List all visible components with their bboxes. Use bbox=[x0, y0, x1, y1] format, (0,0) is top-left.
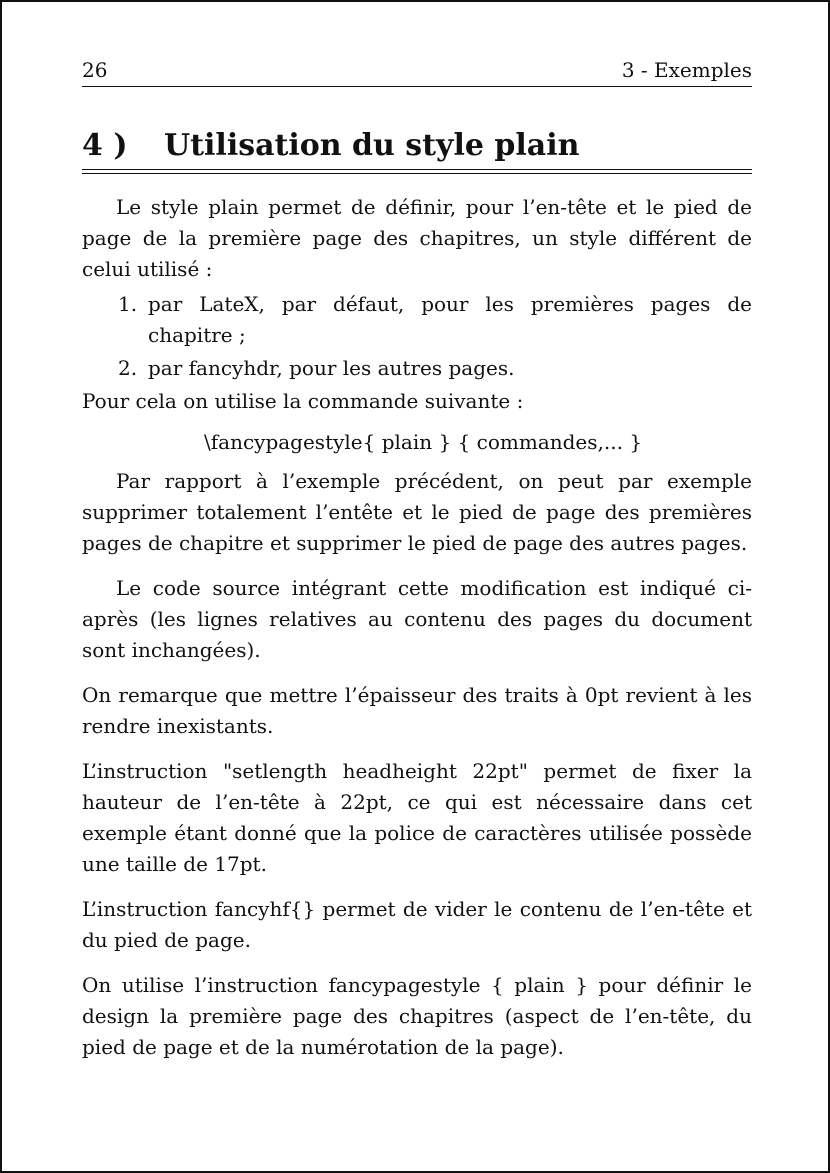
fancyhf-paragraph: L’instruction fancyhf{} permet de vider le contenu de l’en-tête et du pied de page. bbox=[82, 897, 752, 952]
command-example: \fancypagestyle{ plain } { commandes,... } bbox=[204, 430, 643, 454]
list-item-text: par fancyhdr, pour les autres pages. bbox=[148, 356, 515, 380]
command-intro-paragraph: Pour cela on utilise la commande suivante : bbox=[82, 389, 524, 413]
page-number: 26 bbox=[82, 58, 108, 82]
list-item bbox=[82, 289, 752, 351]
source-code-paragraph: Le code source intégrant cette modification est indiqué ci-après (les lignes relatives au contenu des pages du document sont inchangées). bbox=[82, 576, 752, 662]
running-chapter-title: 3 - Exemples bbox=[621, 58, 752, 82]
comparison-paragraph: Par rapport à l’exemple précédent, on peut par exemple supprimer totalement l’entête et le pied de page des premières pages de chapitre et supprimer le pied de page des autres pages. bbox=[82, 469, 752, 555]
list-item-text: par LateX, par défaut, pour les premières pages de chapitre ; bbox=[148, 292, 752, 347]
section-title: Utilisation du style plain bbox=[164, 128, 580, 163]
section-heading bbox=[82, 128, 752, 163]
section-number: 4 ) bbox=[82, 128, 128, 163]
list-item bbox=[82, 353, 752, 384]
running-header bbox=[82, 58, 752, 87]
numbered-list bbox=[82, 289, 752, 384]
list-marker: 2. bbox=[118, 356, 138, 380]
headheight-paragraph: L’instruction "setlength headheight 22pt" permet de fixer la hauteur de l’en-tête à 22pt, ce qui est nécessaire dans cet exemple étant donné que la police de caractères utilisée possède une taille de 17pt. bbox=[82, 759, 752, 876]
intro-paragraph: Le style plain permet de définir, pour l’en-tête et le pied de page de la première page des chapitres, un style différent de celui utilisé : bbox=[82, 195, 752, 281]
fancypagestyle-paragraph: On utilise l’instruction fancypagestyle { plain } pour définir le design la première page des chapitres (aspect de l’en-tête, du pied de page et de la numérotation de la page). bbox=[82, 973, 752, 1059]
list-marker: 1. bbox=[118, 292, 138, 316]
heading-double-rule bbox=[82, 169, 752, 174]
line-thickness-paragraph: On remarque que mettre l’épaisseur des traits à 0pt revient à les rendre inexistants. bbox=[82, 683, 752, 738]
body-text bbox=[82, 192, 752, 1063]
